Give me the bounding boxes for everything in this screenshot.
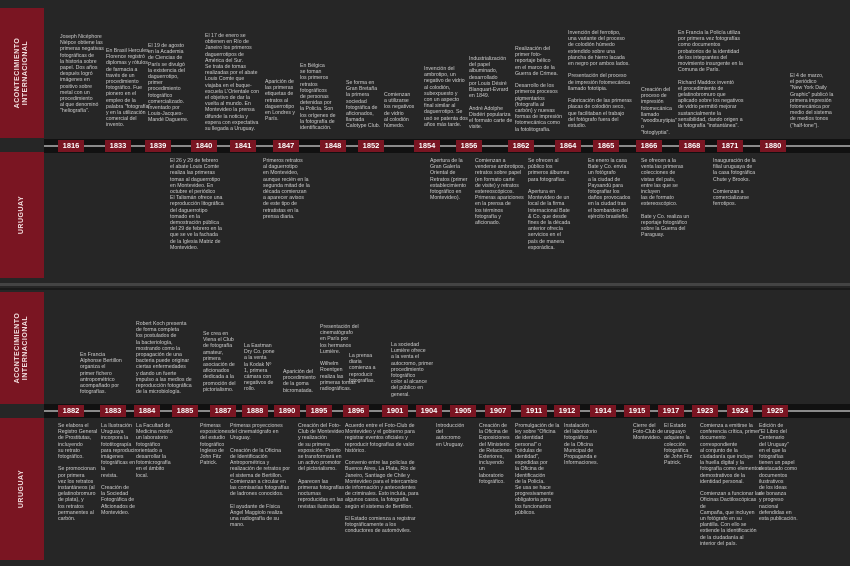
uruguay-event: La Facultad de Medicina montó un laboratorio fotográfico orientado a desarrollar la fotomicrografía en el ámbito local. <box>136 423 173 479</box>
international-event: Industrialización del papel albuminado, desarrollado por Louis Désiré Blanquart-Evrard en 1849. André Adolphe Disdéri populariza el formato carte de visite. <box>469 56 513 131</box>
uruguay-event: Se ofrecen al público los primeros álbumes para fotografías. Apertura en Montevideo de un local de la firma Internacional Bate & Co. que desde fines de la década anterior ofrecía servicios en el país de manera esporádica. <box>528 158 571 251</box>
uruguay-event: El Estado uruguayo adquiere la colección fotográfica de John Fitz Patrick. <box>664 423 693 467</box>
separator-stripe <box>0 288 850 290</box>
uruguay-event: La Ilustración Uruguaya incorpora la fototitograpía para reproducir imágenes fotográficas en la revista. Creación de la Sociedad Fotográfica de Aficionados de Montevideo. <box>101 423 137 516</box>
uruguay-event: Comienzan a venderse ambrotipos, retratos sobre papel (en formato carte de visite) y retratos estereoscópicos. Primeras apariciones en la prensa de los términos fotografía y aficionado. <box>475 158 525 227</box>
uruguay-event: Creación del Foto- Club de Montevideo y realización de su primera exposición. Pronto se transformará en un activo promotor del pictorialismo. Aparecen las primeras fotografías nocturnas reproducidas en las revistas ilustradas. <box>298 423 345 510</box>
international-event: El 17 de enero se obtienen en Río de Janeiro los primeros daguerrotipos de América del Sur. Se trata de tomas realizadas por el abate Louis Comte que viajaba en el buque- escuela L'Orientale con el objetivo de dar la vuelta al mundo. En Montevideo la prensa difunde la noticia y espera con expectativa su llegada a Uruguay. <box>205 33 260 133</box>
year-marker: 1856 <box>456 140 482 152</box>
international-event: Aparición de las primeras etiquetas de retratos al daguerrotipo en Londres y París. <box>265 79 295 123</box>
bottom-timeline <box>0 292 850 566</box>
year-marker: 1840 <box>191 140 217 152</box>
year-marker: 1915 <box>624 405 650 417</box>
international-event: El 19 de agosto en la Academia de Ciencias de París se divulgó la existencia del daguerrotipo, primer procedimiento fotográfico comercializado. Inventado por Louis-Jacques- Mandé Daguerre. <box>148 43 189 124</box>
uruguay-event: Primeras exposiciones del estudio fotográfico Ingleso de John Fitz Patrick. <box>200 423 230 467</box>
sidebar-uruguay-top <box>0 152 44 278</box>
uruguay-event: Promulgación de la ley sobre "Oficina de identidad personal" o "cédulas de identidad", expedidas por la Oficina de Identificación de la Policía. Se usa se hace progresivamente obligatoria para los funcionarios públicos. <box>515 423 560 516</box>
separator-stripe <box>0 283 850 286</box>
international-event: La Eastman Dry Co. pone a la venta la Kodak Nº 1, primera cámara con negativos de rollo. <box>244 343 275 393</box>
international-event: Aparición del procedimiento de la goma bicromatada. <box>283 369 316 394</box>
year-marker: 1864 <box>555 140 581 152</box>
sidebar-international-bottom <box>0 292 44 404</box>
year-marker: 1907 <box>485 405 511 417</box>
uruguay-event: En enero la casa Bate y Co. envía un fotógrafo a la ciudad de Paysandú para fotografiar los daños provocados en la ciudad tras el bombardeo del ejército brasileño. <box>588 158 631 220</box>
uruguay-event: Comienza a emitirse la conferencia crítica, primer documento correspondiente al conjunto de la ciudadanía que incluye la huella digital y la fotografía como elementos demostrativos de la identidad personal. Comienzan a funcionar las Oficinas Dactiloscópicas de Campaña, que incluyen un fotógrafo en su plantilla. Con ello se extiende la identificación de la ciudadanía al interior del país. <box>700 423 762 547</box>
uruguay-event: Acuerdo entre el Foto-Club de Montevideo y el gobierno para registrar eventos oficiales y reproducir fotografías de valor histórico. Convenio entre las policías de Buenos Aires, La Plata, Río de Janeiro, Santiago de Chile y Montevideo para el intercambio de información y antecedentes de criminales. Esto incluía, para algunos casos, la fotografía según el sistema de Bertillon. El Estado comienza a registrar fotográficamente a los conductores de automóviles. <box>345 423 419 535</box>
year-marker: 1884 <box>134 405 160 417</box>
international-event: Presentación del cinematógrafo en París por los hermanos Lumière. Wilhelm Roentgen realiza las primeras tomas radiográficas. <box>320 324 359 393</box>
year-marker: 1880 <box>760 140 786 152</box>
international-event: Invención del ambrotipo, un negativo de vidrio al colodión, subexpuesto y con un aspecto final similar al daguerrotipo. Se usó se patenta dos años más tarde. <box>424 66 468 128</box>
year-marker: 1890 <box>274 405 300 417</box>
international-event: La sociedad Lumière ofrece a la venta el autocromo, primer procedimiento fotográfico color al alcance del público en general. <box>391 342 434 398</box>
year-marker: 1882 <box>58 405 84 417</box>
year-marker: 1896 <box>343 405 369 417</box>
year-marker: 1862 <box>508 140 534 152</box>
year-marker: 1841 <box>230 140 256 152</box>
uruguay-event: Primeros retratos al daguerrotipo en Montevideo, aunque recién en la segunda mitad de la década comienzan a aparecer avisos de este tipo de retratistas en la prensa diaria. <box>263 158 310 220</box>
section-label: URUGUAY <box>18 195 25 235</box>
year-marker: 1925 <box>762 405 788 417</box>
international-event: Realización del primer foto- reportaje bélico en el marco de la Guerra de Crimea. Desarrollo de los primeros procesos pigmentarios (fotografía al carbón) y nuevas formas de impresión fotomecánica como la fotolitografía. <box>515 46 562 133</box>
uruguay-event: Edición de "El Libro del Centenario del Uruguay" en el que la fotografías tienen un papel destacado como documentos ilustrativos de los ideas de bonanza y progreso nacional defendidas en esta publicación. <box>759 423 798 523</box>
year-marker: 1923 <box>692 405 718 417</box>
year-marker: 1885 <box>172 405 198 417</box>
year-marker: 1866 <box>636 140 662 152</box>
international-event: Comienzan a utilizarse los negativos de vidrio al colodión húmedo. <box>384 92 415 130</box>
international-event: Se forma en Gran Bretaña la primera sociedad fotográfica de aficionados, llamada Calotype Club. <box>346 80 381 130</box>
year-marker: 1917 <box>658 405 684 417</box>
section-label: ACONTECIMIENTO INTERNACIONAL <box>14 37 29 109</box>
international-event: Robert Koch presenta de forma completa los postulados de la bacteriología, mostrando como la propagación de una bacteria puede originar ciertas enfermedades y dando un fuerte impulso a las medios de reproducción fotográfica de la microbiología. <box>136 321 192 396</box>
year-marker: 1924 <box>727 405 753 417</box>
year-marker: 1871 <box>717 140 743 152</box>
uruguay-event: Creación de la Oficina de Exposiciones del Ministerio de Relaciones Exteriores, incluyendo un laboratorio fotográfico. <box>479 423 512 485</box>
year-marker: 1888 <box>242 405 268 417</box>
year-marker: 1912 <box>554 405 580 417</box>
uruguay-event: Se ofrecen a la venta las primeras colecciones de vistas del país, entre las que se incluyen las de formato estereoscópico. Bate y Co. realiza un reportaje fotográfico sobre la Guerra del Paraguay. <box>641 158 690 239</box>
year-marker: 1911 <box>521 405 547 417</box>
uruguay-event: Primeras proyecciones del cinematógrafo en Uruguay. Creación de la Oficina de Identificación Antropométrica y realización de retratos por el sistema de Bertillon. Comienzan a circular en las comisarías fotografías de ladrones conocidos. El ayudante de Física Ángel Maggiolo realiza una radiografía de su mano. <box>230 423 290 529</box>
section-label: URUGUAY <box>18 469 25 509</box>
section-label: ACONTECIMIENTO INTERNACIONAL <box>14 312 29 384</box>
international-event: Joseph Nicéphore Niépce obtiene las primeras negativas fotográficas de la historia sobre papel. Dos años después logró imágenes en positivo sobre metal con un procedimiento al que denominó "heliografía". <box>60 34 104 115</box>
uruguay-event: Inauguración de la filial uruguaya de la casa fotográfica Chute y Brooks. Comienzan a comercializarse ferrotipos. <box>713 158 756 208</box>
uruguay-event: Se elabora el Registro General de Prostitutas, incluyendo su retrato fotográfico. Se promocionan por primera vez los retratos instantáneos (al gelatinobromuro de plata), y los retratos permanentes al carbón. <box>58 423 98 523</box>
year-marker: 1895 <box>306 405 332 417</box>
international-event: En Bélgica se toman los primeros retratos fotográficos de personas detenidas por la Policía. Son los orígenes de la fotografía de identificación. <box>300 63 336 132</box>
international-event: El 4 de marzo, el periódico "New York Daily Graphic" publicó la primera impresión fotomecánica por medio del sistema de medios tonos ("half-tone"). <box>790 73 834 129</box>
international-event: Invención del ferrotipo, una variante del proceso de colodión húmedo extendido sobre una plancha de hierro lacada en negro por ambos lados. Presentación del proceso de impresión fotomecánica llamado fototipia. Fabricación de las primeras placas de colodión seco, que facilitaban el trabajo del fotógrafo fuera del estudio. <box>568 30 632 130</box>
year-marker: 1833 <box>105 140 131 152</box>
year-marker: 1865 <box>593 140 619 152</box>
year-marker: 1914 <box>590 405 616 417</box>
year-marker: 1905 <box>450 405 476 417</box>
year-marker: 1839 <box>145 140 171 152</box>
sidebar-uruguay-bottom <box>0 418 44 560</box>
sidebar-international-top <box>0 8 44 138</box>
uruguay-event: Apertura de la Gran Galería Oriental de Retratos (primer establecimiento fotográfico en Montevideo). <box>430 158 468 202</box>
year-marker: 1854 <box>414 140 440 152</box>
year-marker: 1901 <box>382 405 408 417</box>
year-marker: 1883 <box>100 405 126 417</box>
year-marker: 1887 <box>210 405 236 417</box>
year-marker: 1848 <box>320 140 346 152</box>
uruguay-event: Instalación del laboratorio fotográfico de la Oficina Municipal de Propaganda e Informaciones. <box>564 423 599 467</box>
year-marker: 1868 <box>679 140 705 152</box>
international-event: La prensa diaria comienza a reproducir fotografías. <box>349 353 376 384</box>
international-event: Creación del proceso de impresión fotomecánica llamado "woodburytipia" o "fotoglyptia". <box>641 87 677 137</box>
year-marker: 1847 <box>273 140 299 152</box>
year-marker: 1904 <box>416 405 442 417</box>
uruguay-event: El 26 y 29 de febrero el abate Louis Comte realiza las primeras tomas al daguerrotipo en Montevideo. En octubre el periódico El Talismán ofrece una reproducción litográfica del daguerrotipo tomado en la demostración pública del 29 de febrero en la que se ve la fachada de la Iglesia Matriz de Montevideo. <box>170 158 224 251</box>
international-event: Se crea en Viena el Club de fotografía amateur, primera asociación de aficionados dedicada a la promoción del pictorialismo. <box>203 331 236 393</box>
uruguay-event: Introducción del autocromo en Uruguay. <box>436 423 465 448</box>
international-event: En Brasil Hercules Florence registró diplomas y rótulos de farmacia a través de un procedimiento fotográfico. Fue pionero en el empleo de la palabra "fotografía" y en la utilización comercial del invento. <box>106 48 151 129</box>
international-event: En Francia Alphonse Bertillon organiza el primer fichero antropométrico acompañado por fotografías. <box>80 352 122 396</box>
international-event: En Francia la Policía utiliza por primera vez fotografías como documentos probatorios de la identidad de los integrantes del movimiento insurgente en la Comuna de París. Richard Maddox inventó el procedimiento de gelatinobromuro que aplicado sobre los negativos de vidrio permitió mejorar sustancialmente la sensibilidad, dando origen a la fotografía "instantánea". <box>678 30 744 130</box>
year-marker: 1852 <box>358 140 384 152</box>
year-marker: 1816 <box>58 140 84 152</box>
uruguay-event: Cierre del Foto-Club de Montevideo. <box>633 423 663 442</box>
